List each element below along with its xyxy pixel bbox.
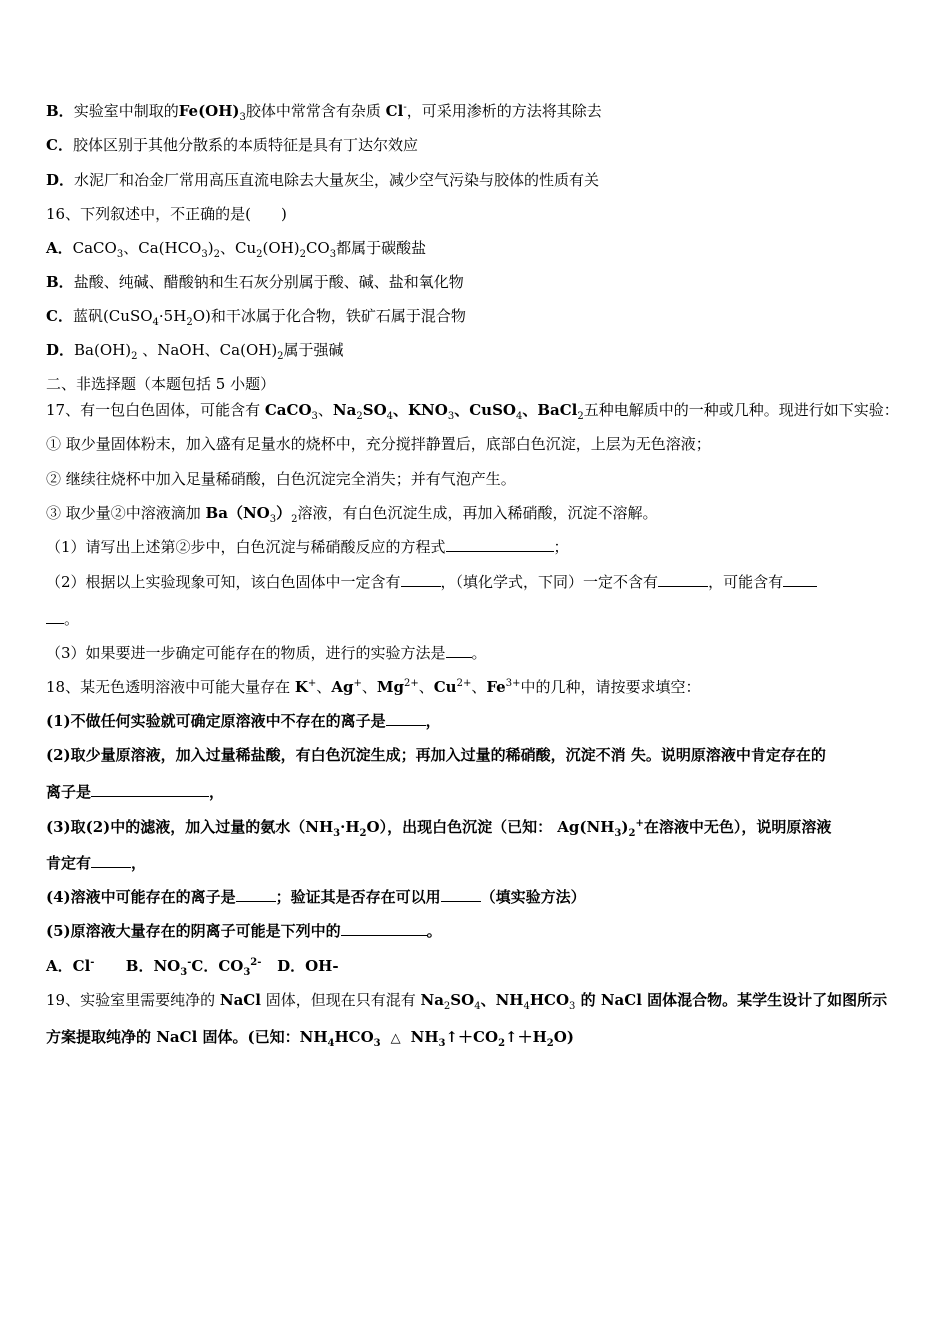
answer-blank[interactable] bbox=[341, 921, 427, 936]
q16-option-b: B．盐酸、纯碱、醋酸钠和生石灰分别属于酸、碱、盐和氧化物 bbox=[46, 273, 464, 291]
answer-blank[interactable] bbox=[46, 609, 64, 624]
q17-part-2: （2）根据以上实验现象可知，该白色固体中一定含有 ，（填化学式，下同）一定不含有 ，可能含有 bbox=[46, 572, 906, 592]
q19-stem-cont: 方案提取纯净的 NaCl 固体。(已知：$NH_4HCO_3$ △ $NH_3↑+CO_2↑+H_2O$) bbox=[46, 1028, 574, 1049]
q15-option-c: C．胶体区别于其他分散系的本质特征是具有丁达尔效应 bbox=[46, 136, 418, 154]
answer-blank[interactable] bbox=[446, 643, 472, 658]
answer-blank[interactable] bbox=[401, 572, 441, 587]
q15-option-b: B．实验室中制取的$Fe(OH)_3$胶体中常常含有杂质 Cl-，可采用渗析的方法将其除去 bbox=[46, 102, 602, 123]
q18-part-5: (5)原溶液大量存在的阴离子可能是下列中的 。 bbox=[46, 922, 442, 940]
answer-blank[interactable] bbox=[441, 887, 481, 902]
answer-blank[interactable] bbox=[446, 537, 554, 552]
q17-part-1: （1）请写出上述第②步中，白色沉淀与稀硝酸反应的方程式 ； bbox=[46, 538, 569, 556]
q18-part-1: (1)不做任何实验就可确定原溶液中不存在的离子是 ， bbox=[46, 712, 441, 730]
q18-part-2: (2)取少量原溶液，加入过量稀盐酸，有白色沉淀生成；再加入过量的稀硝酸，沉淀不消 失。说明原溶液中肯定存在的 bbox=[46, 746, 826, 764]
q18-part-3-cont: 肯定有 ， bbox=[46, 854, 147, 872]
q15-option-d: D．水泥厂和冶金厂常用高压直流电除去大量灰尘，减少空气污染与胶体的性质有关 bbox=[46, 171, 600, 189]
answer-blank[interactable] bbox=[658, 572, 708, 587]
section-heading: 二、非选择题（本题包括 5 小题） bbox=[46, 375, 276, 393]
answer-blank[interactable] bbox=[783, 572, 817, 587]
q16-stem: 16、下列叙述中，不正确的是( ) bbox=[46, 205, 287, 223]
q19-stem: 19、实验室里需要纯净的 NaCl 固体，但现在只有混有 $Na_2SO_4$、$NH_4HCO_3$ 的 NaCl 固体混合物。某学生设计了如图所示 bbox=[46, 991, 888, 1012]
q17-step-3: ③ 取少量②中溶液滴加 $Ba(NO_3)_2$溶液，有白色沉淀生成，再加入稀硝酸，沉淀不溶解。 bbox=[46, 504, 658, 525]
q16-option-d: D．$Ba(OH)_2$ 、NaOH、$Ca(OH)_2$属于强碱 bbox=[46, 341, 344, 362]
heating-arrow: △ bbox=[390, 1031, 401, 1046]
answer-blank[interactable] bbox=[91, 853, 131, 868]
q18-part-3: (3)取(2)中的滤液，加入过量的氨水$(NH_3\cdot H_2O)$，出现白色沉淀（已知： $Ag(NH_3)_2^+$在溶液中无色），说明原溶液 bbox=[46, 818, 832, 839]
q16-option-a: A．CaCO$_3$、$Ca(HCO_3)_2$、$Cu_2(OH)_2CO_3$都属于碳酸盐 bbox=[46, 239, 427, 260]
q16-option-c: C．蓝矾$(CuSO_4\cdot 5H_2O)$和干冰属于化合物，铁矿石属于混合物 bbox=[46, 307, 466, 328]
q18-options: A．Cl- B．$NO_3^-C$．$CO_3^{2-}$ D．OH- bbox=[46, 957, 339, 978]
q17-stem: 17、有一包白色固体，可能含有 CaCO$_3$、$Na_2SO_4$、$KNO_3$、CuSO$_4$、BaCl$_2$五种电解质中的一种或几种。现进行如下实验： bbox=[46, 401, 899, 422]
answer-blank[interactable] bbox=[91, 782, 209, 797]
q18-part-4: (4)溶液中可能存在的离子是 ；验证其是否存在可以用 （填实验方法） bbox=[46, 888, 586, 906]
q17-part-2-cont: 。 bbox=[46, 609, 906, 629]
answer-blank[interactable] bbox=[236, 887, 276, 902]
q18-part-2-cont: 离子是 ， bbox=[46, 783, 225, 801]
q17-step-1: ① 取少量固体粉末，加入盛有足量水的烧杯中，充分搅拌静置后，底部白色沉淀，上层为无色溶液； bbox=[46, 435, 711, 453]
q18-stem: 18、某无色透明溶液中可能大量存在 K+、Ag+、$Mg^{2+}$、$Cu^{2+}$、$Fe^{3+}$中的几种，请按要求填空： bbox=[46, 678, 701, 696]
q17-step-2: ② 继续往烧杯中加入足量稀硝酸，白色沉淀完全消失；并有气泡产生。 bbox=[46, 470, 516, 488]
q17-part-3: （3）如果要进一步确定可能存在的物质，进行的实验方法是 。 bbox=[46, 644, 487, 662]
answer-blank[interactable] bbox=[386, 711, 426, 726]
